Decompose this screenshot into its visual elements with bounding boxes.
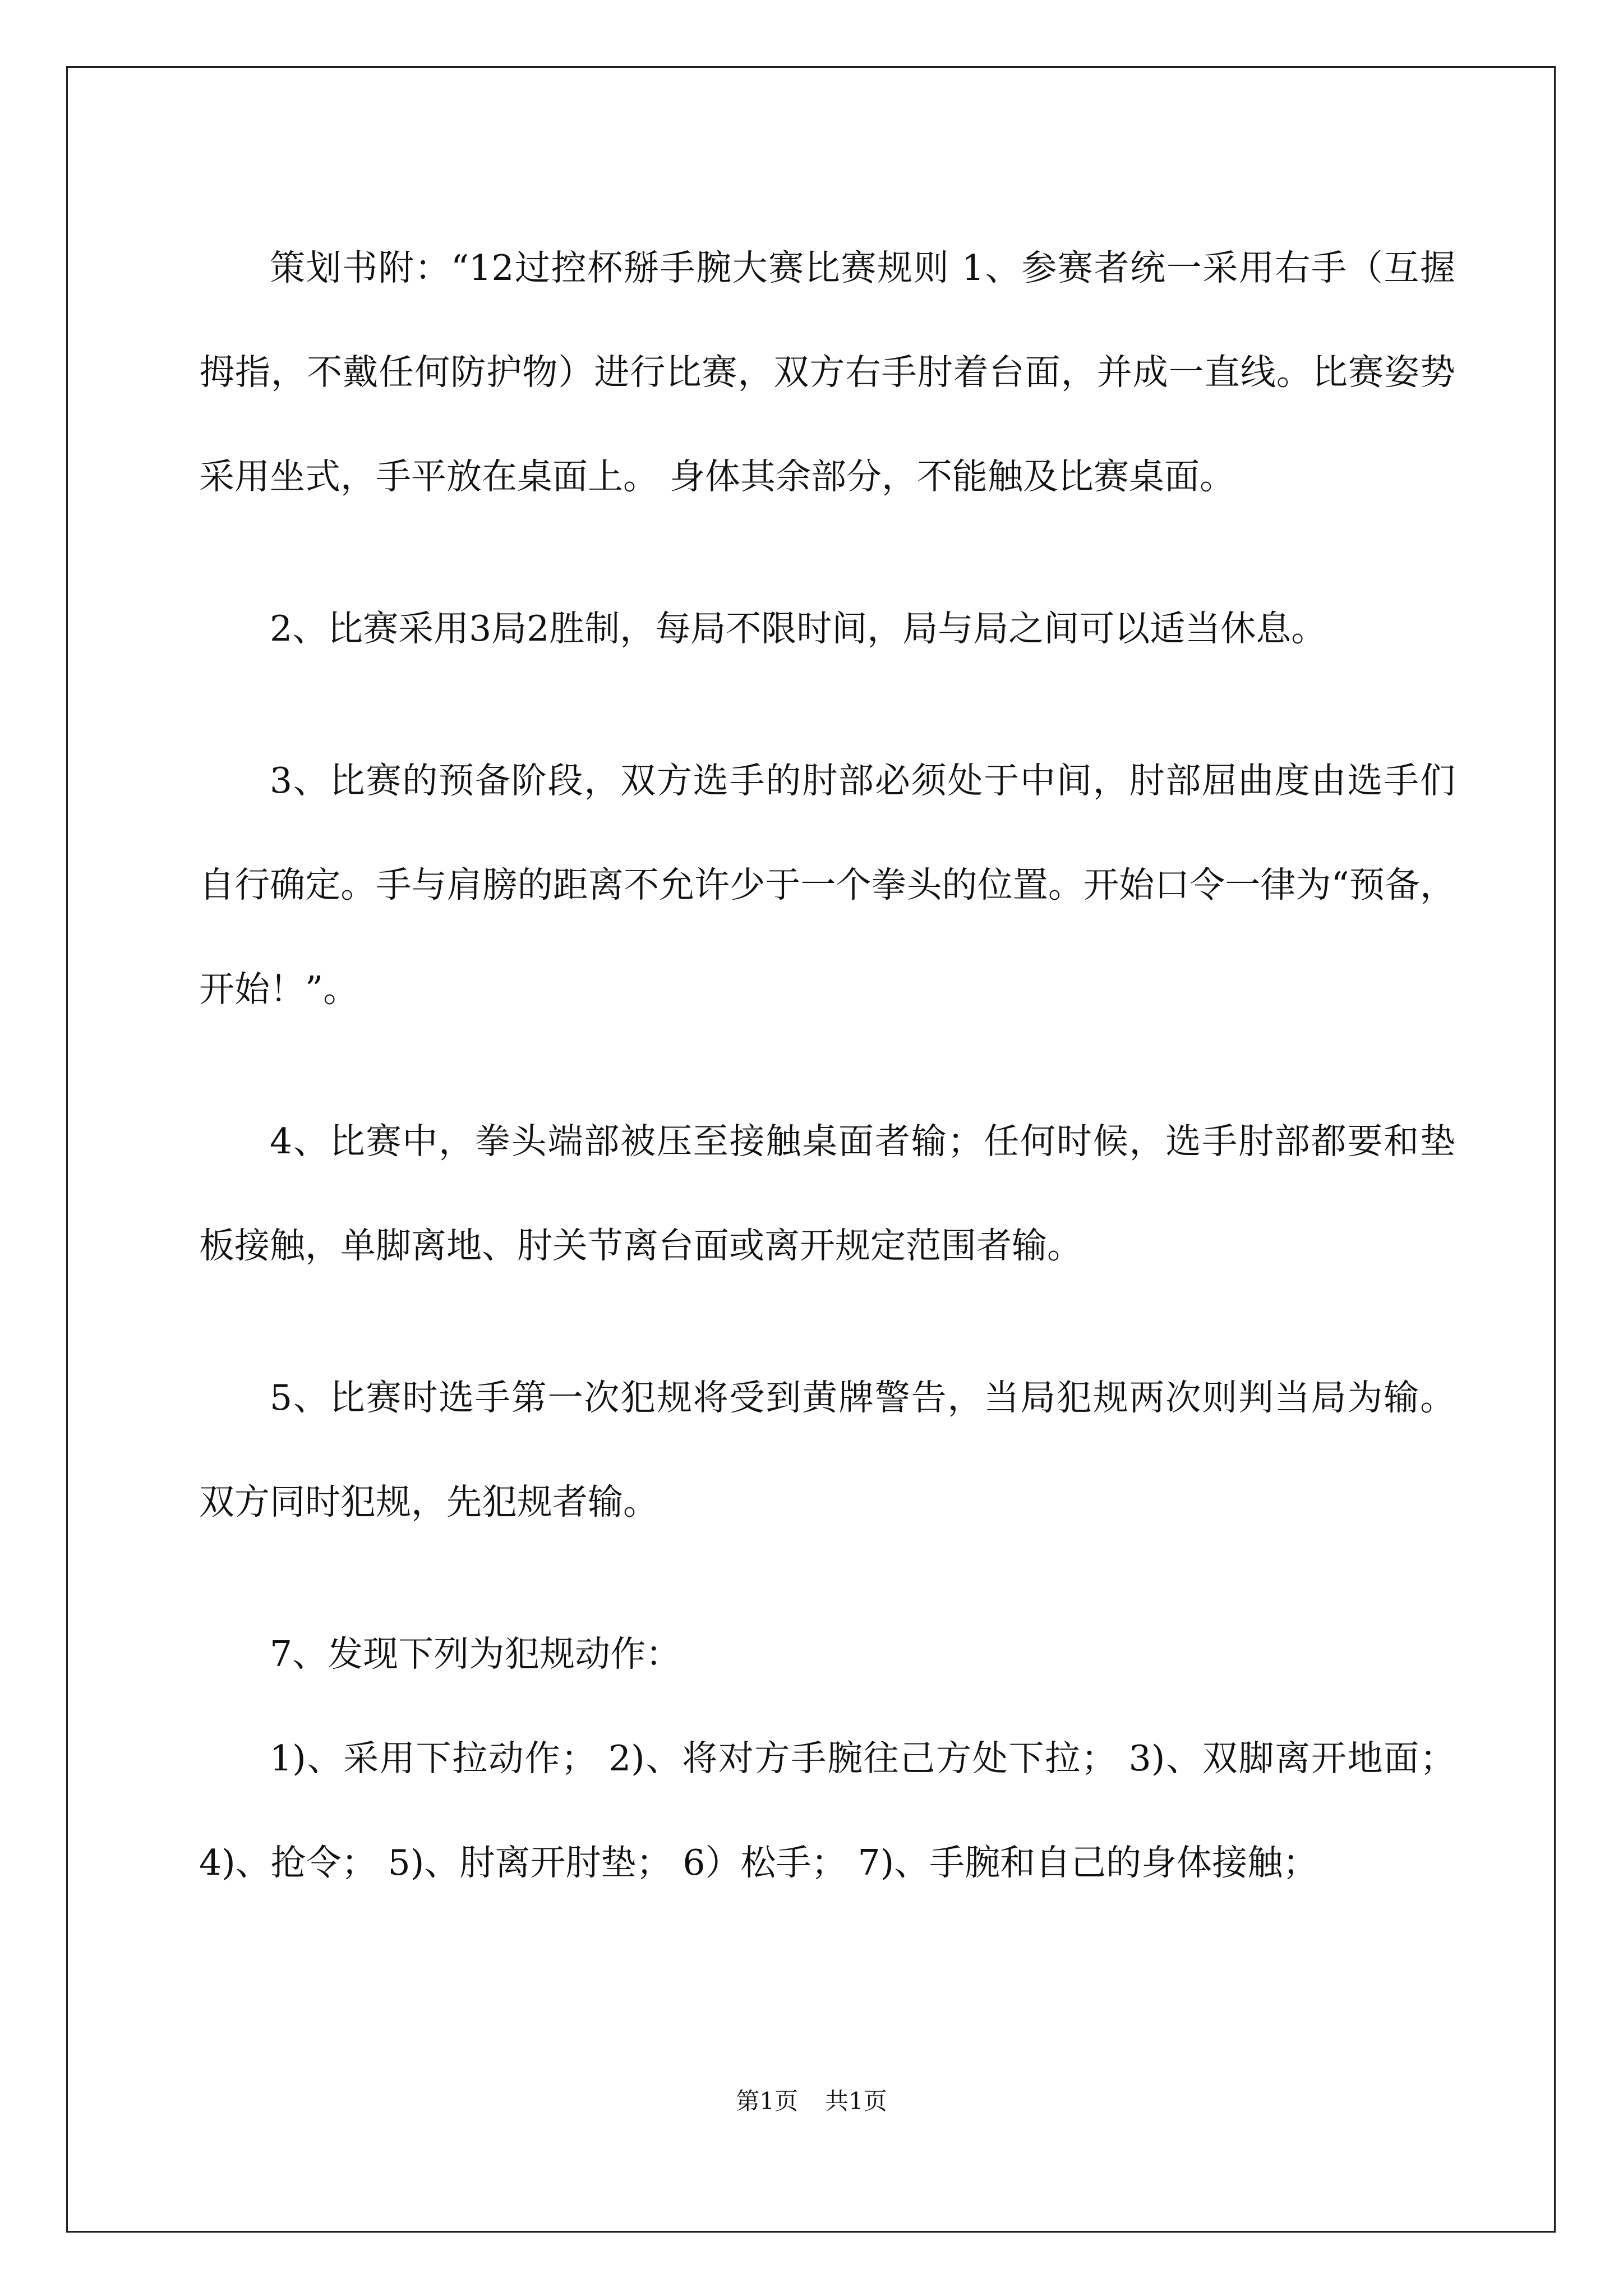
paragraph-fouls-list: 1)、采用下拉动作； 2)、将对方手腕往己方处下拉； 3)、双脚离开地面； 4)、抢令； 5)、肘离开肘垫； 6）松手； 7)、手腕和自己的身体接触； [199,1738,1455,1883]
paragraph-rule-5: 5、比赛时选手第一次犯规将受到黄牌警告，当局犯规两次则判当局为输。双方同时犯规，先犯规者输。 [199,1377,1455,1522]
page-total: 共1页 [825,2087,887,2115]
document-body [199,216,1455,1915]
paragraph-intro: 策划书附：“12过控杯掰手腕大赛比赛规则 1、参赛者统一采用右手（互握拇指，不戴任何防护物）进行比赛，双方右手肘着台面，并成一直线。比赛姿势采用坐式，手平放在桌面上。 身体其余部分，不能触及比赛桌面。 [199,247,1455,497]
paragraph-rule-3: 3、比赛的预备阶段，双方选手的肘部必须处于中间，肘部屈曲度由选手们自行确定。手与肩膀的距离不允许少于一个拳头的位置。开始口令一律为“预备，开始！”。 [199,760,1455,1010]
page-footer [0,2085,1623,2118]
paragraph-rule-4: 4、比赛中，拳头端部被压至接触桌面者输；任何时候，选手肘部都要和垫板接触，单脚离地、肘关节离台面或离开规定范围者输。 [199,1121,1455,1266]
paragraph-rule-2: 2、比赛采用3局2胜制，每局不限时间，局与局之间可以适当休息。 [270,608,1327,649]
paragraph-rule-7: 7、发现下列为犯规动作： [270,1634,681,1674]
page-number: 第1页 [736,2087,798,2115]
